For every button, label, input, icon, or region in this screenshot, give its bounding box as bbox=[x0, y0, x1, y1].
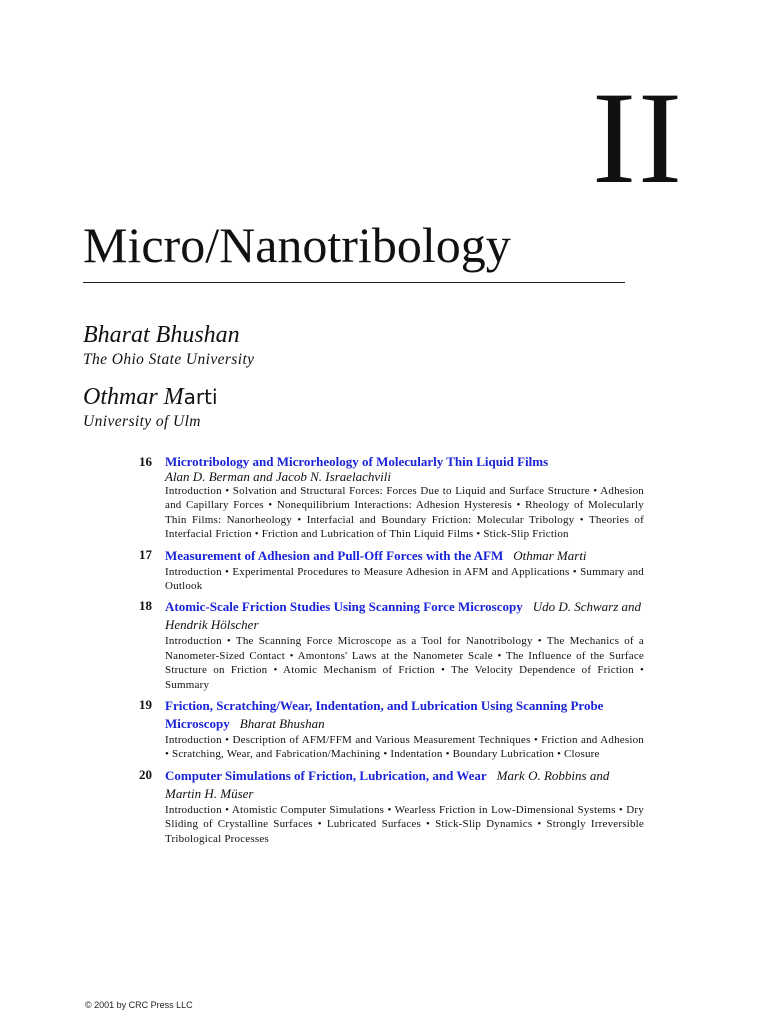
chapter-number: 17 bbox=[139, 546, 152, 562]
chapter-entry-18 bbox=[130, 598, 644, 692]
chapter-authors: Udo D. Schwarz and Hendrik Hölscher bbox=[165, 599, 642, 633]
chapter-sections: Introduction • The Scanning Force Microscope as a Tool for Nanotribology • The Mechanics of a Nanometer-Sized Contact • Amontons' Laws at the Nanometer Scale • The Influence of the Surface Structure on Friction • Atomic Mechanism of Friction • The Velocity Dependence of Friction • Summary bbox=[165, 635, 644, 691]
chapter-authors: Othmar Marti bbox=[513, 547, 587, 563]
chapter-authors: Bharat Bhushan bbox=[239, 716, 325, 732]
chapter-number: 20 bbox=[139, 766, 152, 782]
chapter-list bbox=[130, 454, 644, 851]
chapter-entry-17 bbox=[130, 547, 644, 594]
chapter-entry-16 bbox=[130, 454, 644, 542]
editor-name: Bharat Bhushan bbox=[83, 322, 240, 348]
title-divider bbox=[83, 282, 625, 283]
part-title: Micro/Nanotribology bbox=[83, 217, 511, 273]
editor-affiliation: The Ohio State University bbox=[83, 351, 255, 369]
editor-block-2 bbox=[83, 384, 218, 432]
editor-name-upright: arti bbox=[183, 385, 218, 409]
chapter-title-link[interactable]: Atomic-Scale Friction Studies Using Scanning Force Microscopy bbox=[165, 599, 523, 615]
chapter-sections: Introduction • Atomistic Computer Simulations • Wearless Friction in Low-Dimensional Systems • Dry Sliding of Crystalline Surfaces • Lubricated Surfaces • Stick-Slip Dynamics • Strongly Irreversible Tribological Processes bbox=[165, 803, 644, 845]
editor-name-italic: Othmar M bbox=[83, 384, 184, 410]
chapter-number: 16 bbox=[139, 454, 152, 469]
chapter-authors: Alan D. Berman and Jacob N. Israelachvili bbox=[165, 469, 392, 484]
editor-name bbox=[83, 384, 218, 410]
editor-block-1 bbox=[83, 322, 254, 370]
chapter-entry-20 bbox=[130, 767, 644, 846]
chapter-title-link[interactable]: Computer Simulations of Friction, Lubrication, and Wear bbox=[165, 767, 487, 783]
chapter-sections: Introduction • Experimental Procedures to Measure Adhesion in AFM and Applications • Summary and Outlook bbox=[165, 565, 644, 593]
editor-affiliation: University of Ulm bbox=[83, 413, 201, 431]
copyright-notice: © 2001 by CRC Press LLC bbox=[85, 1000, 193, 1010]
chapter-number: 19 bbox=[139, 697, 152, 713]
chapter-sections: Introduction • Description of AFM/FFM and Various Measurement Techniques • Friction and Adhesion • Scratching, Wear, and Fabrication/Machining • Indentation • Boundary Lubrication • Closure bbox=[165, 734, 644, 761]
chapter-entry-19 bbox=[130, 697, 644, 762]
chapter-authors: Mark O. Robbins and Martin H. Müser bbox=[165, 767, 610, 801]
chapter-sections: Introduction • Solvation and Structural Forces: Forces Due to Liquid and Surface Structure • Adhesion and Capillary Forces • Nonequilibrium Interactions: Adhesion Hysteresis • Rheology of Molecularly Thin Films: Nanorheology • Interfacial and Boundary Friction: Molecular Tribology • Theories of Interfacial Friction • Friction and Lubrication of Thin Liquid Films • Stick-Slip Friction bbox=[165, 485, 644, 541]
chapter-number: 18 bbox=[139, 598, 152, 614]
chapter-title-link[interactable]: Friction, Scratching/Wear, Indentation, and Lubrication Using Scanning Probe Microscopy bbox=[165, 698, 604, 732]
chapter-title-link[interactable]: Measurement of Adhesion and Pull-Off Forces with the AFM bbox=[165, 547, 504, 563]
part-number: II bbox=[592, 64, 684, 211]
chapter-title-link[interactable]: Microtribology and Microrheology of Molecularly Thin Liquid Films bbox=[165, 454, 549, 469]
